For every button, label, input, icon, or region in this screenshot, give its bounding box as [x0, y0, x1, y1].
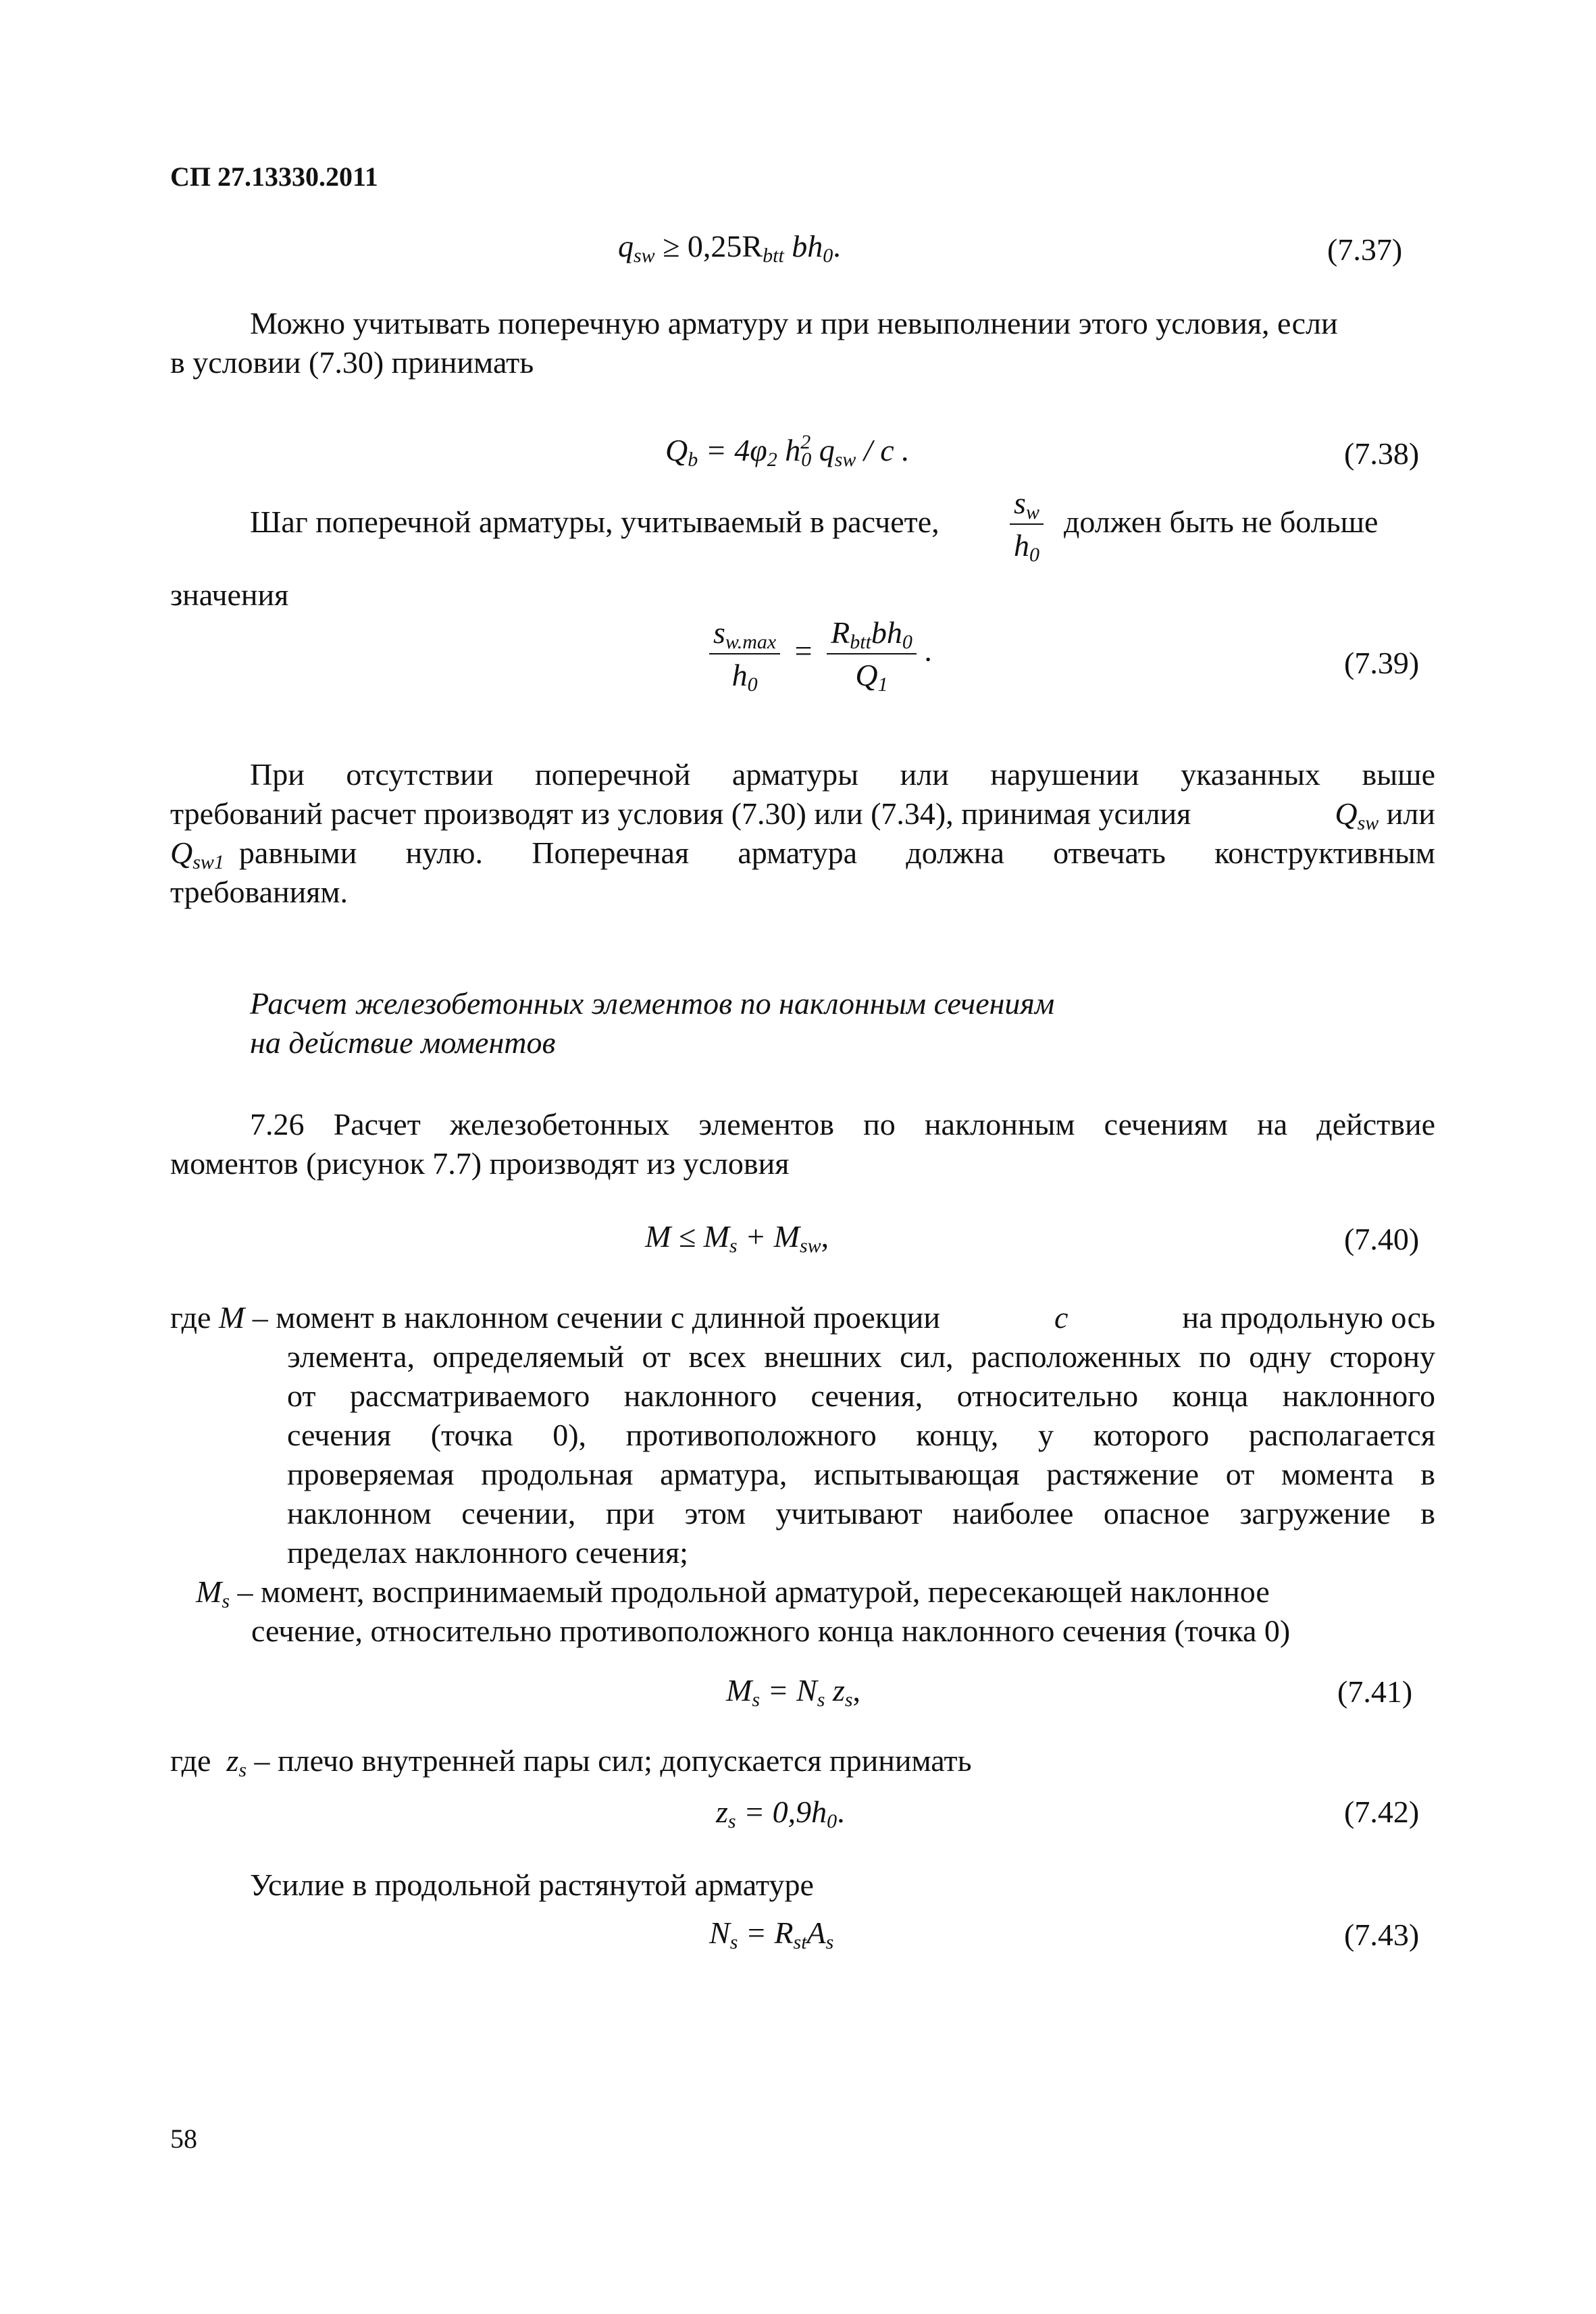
paragraph-line: должен быть не больше	[1064, 505, 1379, 539]
equation-7-43: $N_s = R_{st}A_s$	[709, 1916, 834, 1953]
page-number: 58	[170, 2124, 197, 2154]
paragraph-line: При отсутствии поперечной арматуры или нарушении указанных выше	[250, 757, 1435, 792]
equation-7-42: $z_s = 0,9h_0$.	[716, 1795, 845, 1832]
equation-7-41: $M_s = N_s$ $z_s$,	[726, 1673, 861, 1711]
definition-zs: где $z_s$ – плечо внутренней пары сил; допускается принимать	[170, 1743, 972, 1781]
definition-line: пределах наклонного сечения;	[287, 1535, 688, 1570]
equation-7-37: $q_{sw} \ge 0,25R_{btt}$ $bh_0$.	[618, 229, 841, 267]
definition-line: элемента, определяемый от всех внешних сил, расположенных по одну сторону	[287, 1339, 1435, 1374]
paragraph-line: требованиям.	[170, 875, 349, 909]
equation-number-7-39: (7.39)	[1344, 646, 1420, 680]
equation-number-7-38: (7.38)	[1344, 436, 1420, 471]
equation-7-40: $M \le M_s + M_{sw}$,	[645, 1219, 829, 1257]
paragraph-line: в условии (7.30) принимать	[170, 345, 534, 380]
equation-number-7-37: (7.37)	[1327, 232, 1403, 267]
paragraph-line: 7.26 Расчет железобетонных элементов по наклонным сечениям на действие	[250, 1107, 1435, 1141]
definition-line: сечения (точка 0), противоположного концу, у которого располагается	[287, 1418, 1435, 1452]
equation-7-38: $Q_b = 4\varphi_2$ $h^2_0$ $q_{sw}$ / c .	[665, 431, 910, 471]
definition-line: проверяемая продольная арматура, испытывающая растяжение от момента в	[287, 1457, 1435, 1491]
definition-line: наклонном сечении, при этом учитывают наиболее опасное загружение в	[287, 1496, 1435, 1531]
fraction-sw-h0: $\frac{s_w}{h_0}$	[1010, 485, 1044, 563]
equation-7-39: $\frac{s_{w.max}}{h_0}$ = $\frac{R_{btt}bh_0}{Q_1}$ .	[709, 615, 932, 693]
paragraph-line: требований расчет производят из условия (7.30) или (7.34), принимая усилия $Q_{sw}$ или	[170, 796, 1435, 834]
paragraph-line: значения	[170, 577, 289, 612]
equation-number-7-41: (7.41)	[1337, 1674, 1413, 1709]
paragraph-line: моментов (рисунок 7.7) производят из условия	[170, 1146, 790, 1181]
definition-line: от рассматриваемого наклонного сечения, относительно конца наклонного	[287, 1379, 1435, 1413]
section-title: на действие моментов	[250, 1025, 556, 1060]
paragraph-line: Можно учитывать поперечную арматуру и при невыполнении этого условия, если	[250, 306, 1338, 340]
section-title: Расчет железобетонных элементов по наклонным сечениям	[250, 986, 1055, 1021]
equation-number-7-42: (7.42)	[1344, 1795, 1420, 1829]
equation-number-7-40: (7.40)	[1344, 1222, 1420, 1256]
definition-Ms: $M_s$ – момент, воспринимаемый продольной арматурой, пересекающей наклонное	[196, 1574, 1270, 1612]
paragraph-line: $Q_{sw1}$ равными нулю. Поперечная арматура должна отвечать конструктивным	[170, 835, 1435, 873]
paragraph-line: Шаг поперечной арматуры, учитываемый в расчете,	[250, 505, 939, 539]
document-code-header: СП 27.13330.2011	[170, 161, 378, 192]
definition-line: сечение, относительно противоположного конца наклонного сечения (точка 0)	[251, 1614, 1291, 1648]
paragraph-line: Усилие в продольной растянутой арматуре	[250, 1868, 814, 1902]
definition-M: где M – момент в наклонном сечении с длинной проекции c на продольную ось	[170, 1300, 1435, 1335]
equation-number-7-43: (7.43)	[1344, 1918, 1420, 1952]
